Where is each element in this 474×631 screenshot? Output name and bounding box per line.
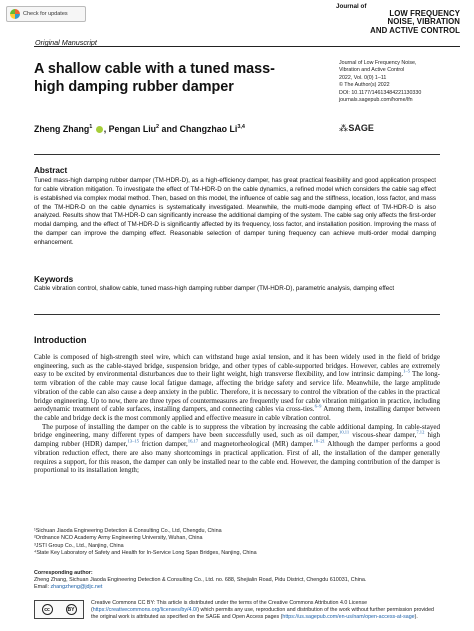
introduction-body (34, 353, 440, 475)
author-list: Zheng Zhang$^1$ , Pengan Liu$^2$ and Changzhao Li$^{3,4}$ (34, 124, 245, 134)
author-name: Pengan Liu (108, 124, 157, 134)
corresponding-heading: Corresponding author: (34, 570, 93, 576)
license-link[interactable]: https://creativecommons.org/licenses/by/4.0/ (92, 607, 198, 613)
journal-label: Journal of (336, 3, 367, 10)
orcid-icon[interactable] (96, 126, 103, 133)
doi-link[interactable]: DOI: 10.1177/14613484221130330 (339, 89, 422, 96)
abstract-text: Tuned mass-high damping rubber damper (TM-HDR-D), as a high-efficiency damper, has great practical feasibility and good application prospect for cable vibration mitigation. To investigate the effect of TM-HDR-D on the cable dynamics, a refined model which considers the cable sag effect is established via complex modal method. Then, based on this model, the influence of cable sag and the stiffness, location, loss factor, and mass of the TM-HDR-D on the cable dynamics is systematically investigated. Meanwhile, the multi-mode damping effect of TM-HDR-D is also analyzed. Results show that TM-HDR-D can significantly increase the additional damping of the system. The cable sag only affects the first-order modal damping, and the effect of TM-HDR-D is significantly affected by its frequency, loss factor, and installation position. Improving the mass of the damper can improve the damping effect. Reasonable selection of damper tuning frequency can achieve multi-order modal damping enhancement. (34, 177, 436, 246)
check-for-updates-badge[interactable] (6, 6, 86, 22)
journal-info-line: Vibration and Active Control (339, 67, 405, 74)
divider (34, 154, 440, 155)
sage-open-access-link[interactable]: https://us.sagepub.com/en-us/nam/open-access-at-sage (282, 614, 415, 620)
author-affil-sup: 3,4 (237, 124, 245, 131)
journal-info-line: Journal of Low Frequency Noise, (339, 60, 417, 66)
citation-link[interactable]: 10,11 (339, 430, 350, 436)
corresponding-author (34, 570, 440, 591)
text-run: The purpose of installing the damper on the cable is to suppress the vibration by increasing the cable additional damping. In cable-stayed bridge engineering, many different types of dampers have been successfully used, such as oil damper, (34, 422, 440, 440)
keywords-text: Cable vibration control, shallow cable, tuned mass-high damping rubber damper (TM-HDR-D), parametric analysis, damping effect (34, 285, 395, 292)
text-run: and magnetorheological (MR) damper. (198, 440, 314, 449)
text-run: Although the damper performs a good vibration reduction effect, there are also many shortcomings in practical application. First of all, the installation of the damper generally requires a support, for this reason, the damper can only be installed near to the cable end. However, the damping contribution of the damper is proportional to its installation length; (34, 440, 440, 475)
by-icon: BY (66, 604, 77, 615)
article-title: A shallow cable with a tuned mass-high damping rubber damper (34, 61, 275, 95)
citation-link[interactable]: 18–21 (313, 438, 325, 444)
cc-icon: cc (42, 604, 53, 615)
citation-link[interactable]: 7,12 (416, 430, 425, 436)
text-run: friction damper, (138, 440, 188, 449)
affiliation: ²Ordnance NCO Academy Army Engineering University, Wuhan, China (34, 535, 203, 542)
author-name: Changzhao Li (179, 124, 238, 134)
affiliations (34, 528, 440, 557)
keywords-heading: Keywords (34, 275, 74, 284)
paragraph (34, 423, 440, 475)
text-run: ) which permits any use, reproduction and distribution of the work without further permission provided the original work is attributed as specified on the SAGE and Open Access pages ( (91, 607, 434, 620)
author-affil-sup: 2 (156, 124, 160, 131)
email-link[interactable]: zhangzheng@jdjc.net (50, 584, 103, 591)
text-run: Cable is composed of high-strength steel wire, which can withstand huge axial tension, and it has been widely used in the field of bridge engineering, such as the cable-stayed bridge, suspension bridge, and other types of cable-supported bridges. However, cables are extremely easy to be excited by environmental disturbances due to their light weight, high transverse flexibility, and low intrinsic damping. (34, 353, 440, 379)
text-run: The long-term vibration of the cable may cause local fatigue damage, affecting the bridge safety and service life. Meanwhile, the large amplitude vibration of the cable can also cause a deep anxiety in the public. Therefore, it is necessary to control the vibration of the cables in the practical bridge engineering. Up to now, there are three types of countermeasures are frequently used for cable vibration mitigation in practice, including aerodynamic treatment of cable surfaces, installing dampers, and connecting cables via cross-ties. (34, 370, 440, 414)
abstract-heading: Abstract (34, 166, 68, 175)
journal-header (336, 3, 460, 35)
citation-link[interactable]: 13–15 (127, 438, 139, 444)
affiliation: ⁴State Key Laboratory of Safety and Health for In-Service Long Span Bridges, Nanjing, China (34, 549, 257, 556)
email-label: Email: (34, 584, 49, 591)
text-run: ). (414, 614, 418, 620)
journal-name-line-3: AND ACTIVE CONTROL (370, 25, 460, 35)
publisher-name: SAGE (348, 123, 374, 133)
journal-name-line-1: LOW FREQUENCY (389, 9, 460, 18)
divider (34, 314, 440, 315)
check-for-updates-label: Check for updates (23, 11, 68, 17)
manuscript-type: Original Manuscript (35, 38, 97, 47)
paragraph (34, 353, 440, 423)
author-affil-sup: 1 (89, 124, 93, 131)
crossmark-icon (10, 9, 20, 19)
journal-info-line: © The Author(s) 2022 (339, 82, 390, 89)
journal-home-link[interactable]: journals.sagepub.com/home/lfn (339, 97, 413, 104)
text-run: viscous-shear damper, (349, 431, 417, 440)
corresponding-text: Zheng Zhang, Sichuan Jiaoda Engineering Detection & Consulting Co., Ltd. no. 688, Shejialin Road, Pidu District, Chengdu 610031, China. (34, 577, 367, 584)
affiliation: ¹Sichuan Jiaoda Engineering Detection & Consulting Co., Ltd, Chengdu, China (34, 528, 222, 534)
license-text (91, 600, 441, 621)
author-name: Zheng Zhang (34, 124, 90, 134)
cc-by-badge[interactable] (34, 600, 84, 619)
affiliation: ³JSTI Group Co., Ltd., Nanjing, China (34, 542, 124, 549)
introduction-heading: Introduction (34, 335, 87, 345)
citation-link[interactable]: 6–9 (314, 403, 322, 409)
text-run: high damping rubber (HDR) damper, (34, 431, 440, 449)
journal-info-line: 2022, Vol. 0(0) 1–11 (339, 74, 387, 81)
header-rule (34, 46, 460, 47)
journal-info (339, 60, 464, 104)
text-run: Creative Commons CC BY: This article is distributed under the terms of the Creative Commons Attribution 4.0 License ( (91, 600, 368, 613)
citation-link[interactable]: 1–5 (403, 369, 411, 375)
sage-logo: ⁂SAGE (339, 123, 374, 133)
citation-link[interactable]: 16,17 (187, 438, 199, 444)
text-run: Among them, installing damper between the cable and bridge deck is the most commonly applied and effective measure in cable vibration control. (34, 405, 440, 423)
journal-name-line-2: NOISE, VIBRATION (387, 17, 460, 27)
